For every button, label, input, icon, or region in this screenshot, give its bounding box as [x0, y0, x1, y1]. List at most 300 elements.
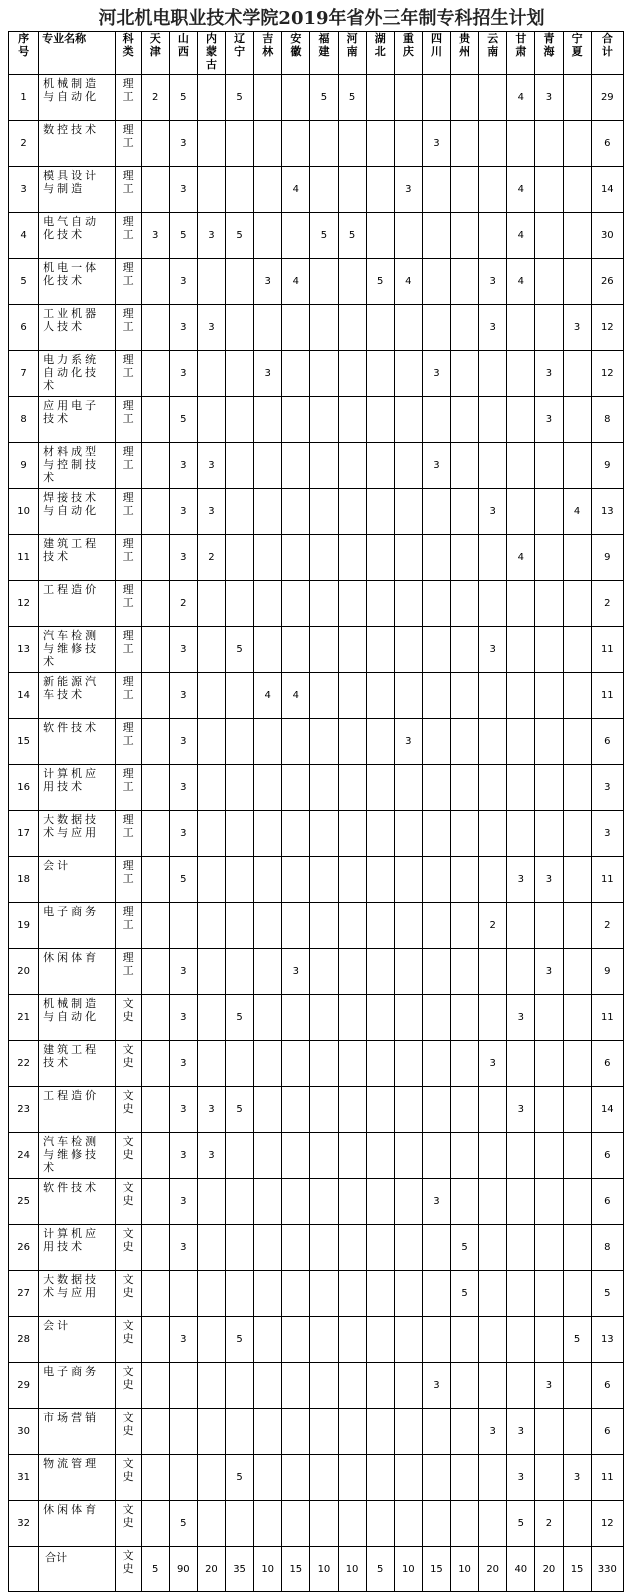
quota-cell	[226, 397, 254, 443]
quota-cell	[394, 397, 422, 443]
category-label: 文史	[122, 1365, 134, 1391]
quota-cell	[254, 857, 282, 903]
quota-cell	[366, 765, 394, 811]
quota-cell	[226, 673, 254, 719]
major-name: 软件技术	[39, 1179, 115, 1225]
quota-cell	[422, 305, 450, 351]
quota-cell	[366, 213, 394, 259]
quota-cell	[507, 489, 535, 535]
quota-cell: 3	[169, 121, 197, 167]
quota-cell	[338, 581, 366, 627]
row-number: 13	[9, 627, 39, 673]
quota-cell	[282, 1041, 310, 1087]
quota-cell: 3	[479, 489, 507, 535]
quota-cell	[366, 121, 394, 167]
category-cell	[115, 167, 141, 213]
category-label: 文史	[122, 1549, 134, 1575]
quota-cell	[226, 903, 254, 949]
category-label: 文史	[122, 1135, 134, 1161]
category-label: 理工	[122, 583, 134, 609]
quota-cell	[507, 581, 535, 627]
quota-cell	[141, 305, 169, 351]
quota-cell	[282, 627, 310, 673]
header-total	[591, 32, 623, 75]
quota-cell	[535, 1317, 563, 1363]
quota-cell: 3	[254, 351, 282, 397]
quota-cell	[451, 305, 479, 351]
category-label: 文史	[122, 1319, 134, 1345]
table-row	[9, 75, 624, 121]
header-seq	[9, 32, 39, 75]
header-province	[141, 32, 169, 75]
quota-cell	[422, 75, 450, 121]
quota-cell: 5	[226, 627, 254, 673]
quota-cell	[254, 765, 282, 811]
quota-cell	[338, 489, 366, 535]
quota-cell	[394, 1271, 422, 1317]
quota-cell	[394, 1409, 422, 1455]
row-number: 10	[9, 489, 39, 535]
quota-cell	[254, 1225, 282, 1271]
row-total: 26	[591, 259, 623, 305]
category-cell	[115, 1133, 141, 1179]
header-province	[310, 32, 338, 75]
major-name: 休闲体育	[39, 1501, 115, 1547]
quota-cell	[226, 305, 254, 351]
quota-cell	[338, 1087, 366, 1133]
quota-cell: 3	[479, 1409, 507, 1455]
quota-cell	[282, 857, 310, 903]
row-number: 5	[9, 259, 39, 305]
quota-cell	[535, 213, 563, 259]
row-number: 16	[9, 765, 39, 811]
quota-cell	[338, 535, 366, 581]
quota-cell	[422, 857, 450, 903]
quota-cell	[226, 351, 254, 397]
quota-cell	[535, 903, 563, 949]
category-label: 理工	[122, 721, 134, 747]
quota-cell	[338, 1225, 366, 1271]
province-total: 35	[226, 1547, 254, 1592]
category-cell	[115, 1317, 141, 1363]
header-label: 山西	[177, 32, 189, 58]
quota-cell	[535, 535, 563, 581]
quota-cell: 4	[507, 213, 535, 259]
quota-cell	[366, 1317, 394, 1363]
major-name: 机械制造与自动化	[39, 75, 115, 121]
category-cell	[115, 1271, 141, 1317]
category-label: 理工	[122, 813, 134, 839]
quota-cell	[563, 535, 591, 581]
province-total: 40	[507, 1547, 535, 1592]
quota-cell	[197, 719, 225, 765]
row-number: 1	[9, 75, 39, 121]
quota-cell	[366, 535, 394, 581]
quota-cell	[338, 995, 366, 1041]
quota-cell	[338, 1041, 366, 1087]
quota-cell	[507, 719, 535, 765]
quota-cell: 4	[254, 673, 282, 719]
header-label: 序号	[18, 32, 30, 58]
table-row	[9, 397, 624, 443]
quota-cell	[310, 1317, 338, 1363]
header-province	[479, 32, 507, 75]
table-row	[9, 857, 624, 903]
row-total: 6	[591, 1133, 623, 1179]
major-name: 计算机应用技术	[39, 1225, 115, 1271]
quota-cell	[141, 811, 169, 857]
category-label: 理工	[122, 491, 134, 517]
header-province	[197, 32, 225, 75]
category-cell	[115, 857, 141, 903]
quota-cell	[282, 213, 310, 259]
quota-cell	[366, 995, 394, 1041]
table-row	[9, 627, 624, 673]
quota-cell: 4	[507, 259, 535, 305]
major-name: 电子商务	[39, 903, 115, 949]
quota-cell	[282, 1087, 310, 1133]
quota-cell: 2	[169, 581, 197, 627]
table-row	[9, 1271, 624, 1317]
quota-cell	[141, 121, 169, 167]
quota-cell	[282, 1501, 310, 1547]
quota-cell	[535, 627, 563, 673]
category-cell	[115, 443, 141, 489]
quota-cell	[366, 1501, 394, 1547]
row-total: 6	[591, 1179, 623, 1225]
quota-cell	[507, 627, 535, 673]
quota-cell	[254, 1179, 282, 1225]
quota-cell	[366, 1133, 394, 1179]
quota-cell	[141, 1041, 169, 1087]
table-row	[9, 259, 624, 305]
quota-cell	[563, 903, 591, 949]
quota-cell	[535, 121, 563, 167]
quota-cell: 2	[535, 1501, 563, 1547]
quota-cell	[141, 903, 169, 949]
province-total: 15	[282, 1547, 310, 1592]
table-row	[9, 1179, 624, 1225]
province-total: 20	[197, 1547, 225, 1592]
quota-cell: 3	[197, 1087, 225, 1133]
header-label: 河南	[346, 32, 358, 58]
quota-cell: 3	[169, 535, 197, 581]
quota-cell	[282, 811, 310, 857]
row-number: 26	[9, 1225, 39, 1271]
quota-cell	[563, 811, 591, 857]
quota-cell	[563, 857, 591, 903]
quota-cell: 5	[226, 1087, 254, 1133]
page-title: 河北机电职业技术学院2019年省外三年制专科招生计划	[98, 8, 545, 29]
category-cell	[115, 1501, 141, 1547]
table-row	[9, 811, 624, 857]
table-row	[9, 903, 624, 949]
quota-cell	[282, 121, 310, 167]
quota-cell	[197, 167, 225, 213]
quota-cell	[366, 1271, 394, 1317]
quota-cell	[226, 1179, 254, 1225]
category-label: 理工	[122, 767, 134, 793]
major-name: 应用电子技术	[39, 397, 115, 443]
quota-cell: 3	[422, 443, 450, 489]
quota-cell	[451, 259, 479, 305]
quota-cell	[254, 535, 282, 581]
quota-cell: 2	[197, 535, 225, 581]
province-total: 10	[254, 1547, 282, 1592]
quota-cell	[226, 949, 254, 995]
quota-cell	[479, 1133, 507, 1179]
major-name: 焊接技术与自动化	[39, 489, 115, 535]
quota-cell	[507, 673, 535, 719]
quota-cell	[141, 949, 169, 995]
header-label: 天津	[149, 32, 161, 58]
quota-cell	[141, 581, 169, 627]
row-number: 8	[9, 397, 39, 443]
header-province	[282, 32, 310, 75]
row-number: 7	[9, 351, 39, 397]
quota-cell	[338, 1179, 366, 1225]
quota-cell	[197, 1041, 225, 1087]
category-cell	[115, 489, 141, 535]
major-name: 电气自动化技术	[39, 213, 115, 259]
quota-cell	[310, 903, 338, 949]
quota-cell: 3	[254, 259, 282, 305]
quota-cell	[141, 1363, 169, 1409]
quota-cell: 3	[197, 1133, 225, 1179]
table-row	[9, 949, 624, 995]
quota-cell	[366, 75, 394, 121]
quota-cell	[310, 535, 338, 581]
quota-cell	[338, 857, 366, 903]
category-label: 理工	[122, 905, 134, 931]
total-row	[9, 1547, 624, 1592]
quota-cell	[394, 627, 422, 673]
row-total: 11	[591, 673, 623, 719]
major-name: 工程造价	[39, 581, 115, 627]
header-label: 内蒙古	[205, 32, 217, 71]
quota-cell	[451, 1133, 479, 1179]
table-header	[9, 32, 624, 75]
header-province	[366, 32, 394, 75]
quota-cell: 3	[169, 1317, 197, 1363]
quota-cell	[310, 305, 338, 351]
quota-cell	[451, 213, 479, 259]
quota-cell: 3	[479, 627, 507, 673]
table-body	[9, 75, 624, 1547]
quota-cell	[310, 1363, 338, 1409]
quota-cell	[394, 673, 422, 719]
province-total: 20	[535, 1547, 563, 1592]
category-label: 文史	[122, 997, 134, 1023]
quota-cell	[422, 765, 450, 811]
quota-cell	[479, 213, 507, 259]
header-province	[507, 32, 535, 75]
quota-cell: 3	[394, 719, 422, 765]
quota-cell	[254, 1409, 282, 1455]
quota-cell	[366, 1179, 394, 1225]
category-cell	[115, 213, 141, 259]
category-cell	[115, 811, 141, 857]
quota-cell: 3	[507, 857, 535, 903]
quota-cell	[169, 903, 197, 949]
quota-cell	[535, 995, 563, 1041]
row-total: 9	[591, 949, 623, 995]
quota-cell	[451, 351, 479, 397]
table-row	[9, 1409, 624, 1455]
quota-cell	[282, 1133, 310, 1179]
quota-cell: 3	[535, 857, 563, 903]
quota-cell	[254, 1133, 282, 1179]
quota-cell: 5	[226, 75, 254, 121]
category-label: 理工	[122, 537, 134, 563]
category-label: 理工	[122, 859, 134, 885]
table-footer	[9, 1547, 624, 1592]
quota-cell: 3	[535, 1363, 563, 1409]
quota-cell	[141, 167, 169, 213]
quota-cell	[563, 121, 591, 167]
quota-cell	[197, 765, 225, 811]
quota-cell: 3	[169, 1225, 197, 1271]
quota-cell	[338, 1455, 366, 1501]
quota-cell	[507, 351, 535, 397]
major-name: 机电一体化技术	[39, 259, 115, 305]
quota-cell: 3	[197, 443, 225, 489]
quota-cell	[310, 765, 338, 811]
province-total: 10	[310, 1547, 338, 1592]
quota-cell	[535, 1225, 563, 1271]
quota-cell	[422, 1133, 450, 1179]
row-total: 12	[591, 305, 623, 351]
category-label: 文史	[122, 1411, 134, 1437]
quota-cell	[282, 719, 310, 765]
quota-cell	[366, 1087, 394, 1133]
row-total: 11	[591, 857, 623, 903]
quota-cell	[507, 305, 535, 351]
row-number: 11	[9, 535, 39, 581]
quota-cell	[394, 1363, 422, 1409]
category-cell	[115, 1409, 141, 1455]
category-label: 理工	[122, 307, 134, 333]
quota-cell	[226, 857, 254, 903]
quota-cell	[563, 1501, 591, 1547]
table-row	[9, 673, 624, 719]
province-total: 10	[451, 1547, 479, 1592]
quota-cell	[310, 167, 338, 213]
quota-cell	[254, 1317, 282, 1363]
quota-cell	[310, 1179, 338, 1225]
major-name: 电力系统自动化技术	[39, 351, 115, 397]
quota-cell: 5	[507, 1501, 535, 1547]
quota-cell	[282, 397, 310, 443]
header-province	[254, 32, 282, 75]
quota-cell	[254, 167, 282, 213]
header-label: 安徽	[290, 32, 302, 58]
quota-cell	[254, 719, 282, 765]
category-label: 理工	[122, 353, 134, 379]
quota-cell	[338, 811, 366, 857]
header-label: 重庆	[402, 32, 414, 58]
major-name: 计算机应用技术	[39, 765, 115, 811]
quota-cell: 3	[422, 351, 450, 397]
quota-cell	[422, 1225, 450, 1271]
header-major	[39, 32, 115, 75]
quota-cell	[141, 1409, 169, 1455]
quota-cell: 3	[169, 1041, 197, 1087]
row-number: 14	[9, 673, 39, 719]
quota-cell	[141, 1455, 169, 1501]
major-name: 机械制造与自动化	[39, 995, 115, 1041]
row-number: 21	[9, 995, 39, 1041]
quota-cell	[422, 1409, 450, 1455]
quota-cell	[254, 581, 282, 627]
quota-cell	[535, 581, 563, 627]
quota-cell	[366, 857, 394, 903]
quota-cell	[422, 581, 450, 627]
province-total: 5	[366, 1547, 394, 1592]
major-name: 建筑工程技术	[39, 535, 115, 581]
quota-cell	[141, 259, 169, 305]
category-cell	[115, 995, 141, 1041]
quota-cell	[310, 627, 338, 673]
quota-cell	[141, 351, 169, 397]
quota-cell	[254, 397, 282, 443]
category-label: 文史	[122, 1043, 134, 1069]
enrollment-plan-table	[8, 31, 624, 1592]
quota-cell	[479, 581, 507, 627]
quota-cell	[366, 443, 394, 489]
quota-cell	[451, 995, 479, 1041]
category-cell	[115, 903, 141, 949]
major-name: 物流管理	[39, 1455, 115, 1501]
quota-cell	[338, 765, 366, 811]
quota-cell	[479, 1087, 507, 1133]
quota-cell: 4	[282, 259, 310, 305]
major-name: 建筑工程技术	[39, 1041, 115, 1087]
row-total: 29	[591, 75, 623, 121]
table-row	[9, 213, 624, 259]
quota-cell	[226, 259, 254, 305]
quota-cell	[394, 305, 422, 351]
quota-cell: 3	[422, 121, 450, 167]
quota-cell	[394, 121, 422, 167]
quota-cell	[535, 765, 563, 811]
quota-cell	[141, 673, 169, 719]
quota-cell	[338, 351, 366, 397]
quota-cell	[141, 1271, 169, 1317]
quota-cell	[338, 1317, 366, 1363]
quota-cell	[282, 765, 310, 811]
quota-cell	[507, 1041, 535, 1087]
quota-cell	[366, 581, 394, 627]
quota-cell	[254, 1087, 282, 1133]
quota-cell	[338, 949, 366, 995]
quota-cell: 3	[507, 1409, 535, 1455]
quota-cell	[282, 995, 310, 1041]
quota-cell	[422, 1501, 450, 1547]
quota-cell	[563, 1409, 591, 1455]
quota-cell	[507, 811, 535, 857]
quota-cell	[226, 1225, 254, 1271]
major-name: 工程造价	[39, 1087, 115, 1133]
quota-cell	[226, 1363, 254, 1409]
row-total: 8	[591, 397, 623, 443]
row-total: 3	[591, 811, 623, 857]
category-cell	[115, 397, 141, 443]
quota-cell	[451, 811, 479, 857]
quota-cell	[479, 351, 507, 397]
quota-cell: 5	[451, 1225, 479, 1271]
row-total: 11	[591, 1455, 623, 1501]
